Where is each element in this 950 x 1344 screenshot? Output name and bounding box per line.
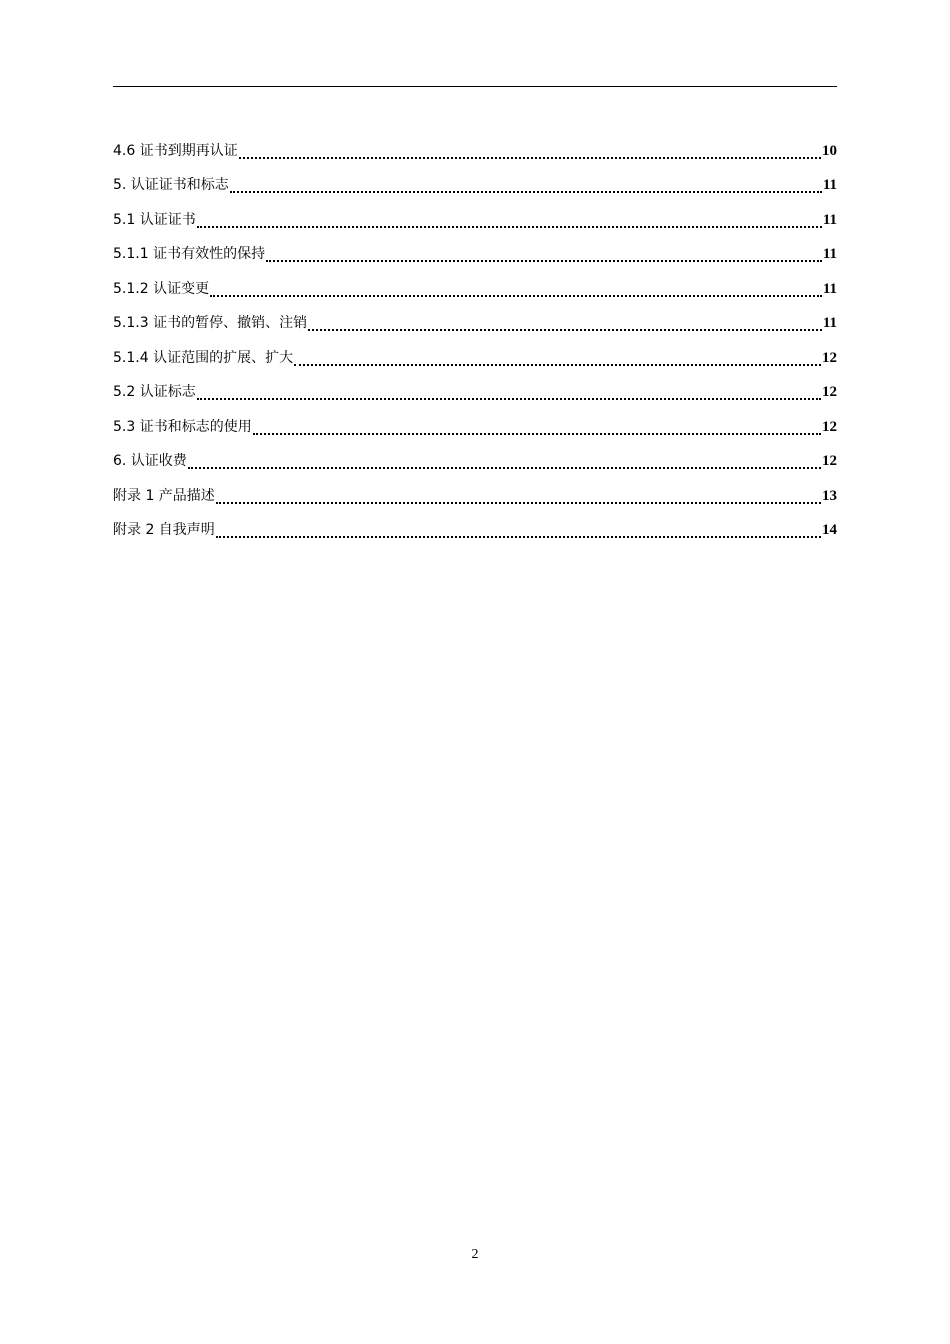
toc-entry-label: 附录 2 自我声明 [113,522,215,538]
toc-entry-page: 12 [822,453,837,469]
toc-entry[interactable] [113,438,837,473]
toc-entry[interactable] [113,472,837,507]
toc-entry-page: 12 [822,349,837,366]
toc-entry[interactable] [113,507,837,542]
toc-entry-page: 11 [822,246,837,262]
toc-entry-label: 5.2 认证标志 [113,384,196,400]
toc-entry-page: 10 [822,142,837,159]
toc-entry-page: 11 [822,211,837,228]
toc-entry-label: 5.1.3 证书的暂停、撤销、注销 [113,315,308,331]
page-number: 2 [471,1247,479,1262]
toc-entry-page: 14 [822,522,837,538]
toc-dot-leader [210,280,822,300]
toc-entry-page: 12 [822,384,837,400]
toc-entry[interactable] [113,231,837,266]
toc-entry-label: 5.1.2 认证变更 [113,280,210,297]
toc-entry-page: 11 [822,315,837,331]
toc-entry-label: 5.1.4 认证范围的扩展、扩大 [113,349,294,366]
toc-entry-label: 5. 认证证书和标志 [113,177,229,193]
toc-entry[interactable] [113,162,837,197]
toc-entry[interactable] [113,127,837,162]
toc-dot-leader [216,521,821,541]
toc-entry-label: 4.6 证书到期再认证 [113,142,238,159]
header-rule [113,86,837,87]
toc-dot-leader [239,142,821,162]
toc-entry[interactable] [113,334,837,369]
toc-entry-label: 5.3 证书和标志的使用 [113,418,252,435]
toc-dot-leader [197,211,822,231]
toc-dot-leader [266,245,822,265]
toc-dot-leader [308,314,822,334]
toc-dot-leader [253,418,821,438]
toc-entry-label: 附录 1 产品描述 [113,487,215,504]
toc-entry[interactable] [113,369,837,404]
toc-entry-label: 5.1 认证证书 [113,211,196,228]
toc-entry-page: 11 [822,280,837,297]
toc-entry[interactable] [113,300,837,335]
toc-dot-leader [197,383,821,403]
toc-entry-page: 11 [822,177,837,193]
toc-entry[interactable] [113,265,837,300]
toc-entry-label: 6. 认证收费 [113,453,187,469]
toc-entry-label: 5.1.1 证书有效性的保持 [113,246,266,262]
toc-entry-page: 13 [822,487,837,504]
toc-entry-page: 12 [822,418,837,435]
toc-dot-leader [294,349,821,369]
toc-dot-leader [216,487,821,507]
toc-entry[interactable] [113,196,837,231]
toc-dot-leader [188,452,821,472]
toc-entry[interactable] [113,403,837,438]
toc-dot-leader [230,176,822,196]
table-of-contents [113,127,837,541]
